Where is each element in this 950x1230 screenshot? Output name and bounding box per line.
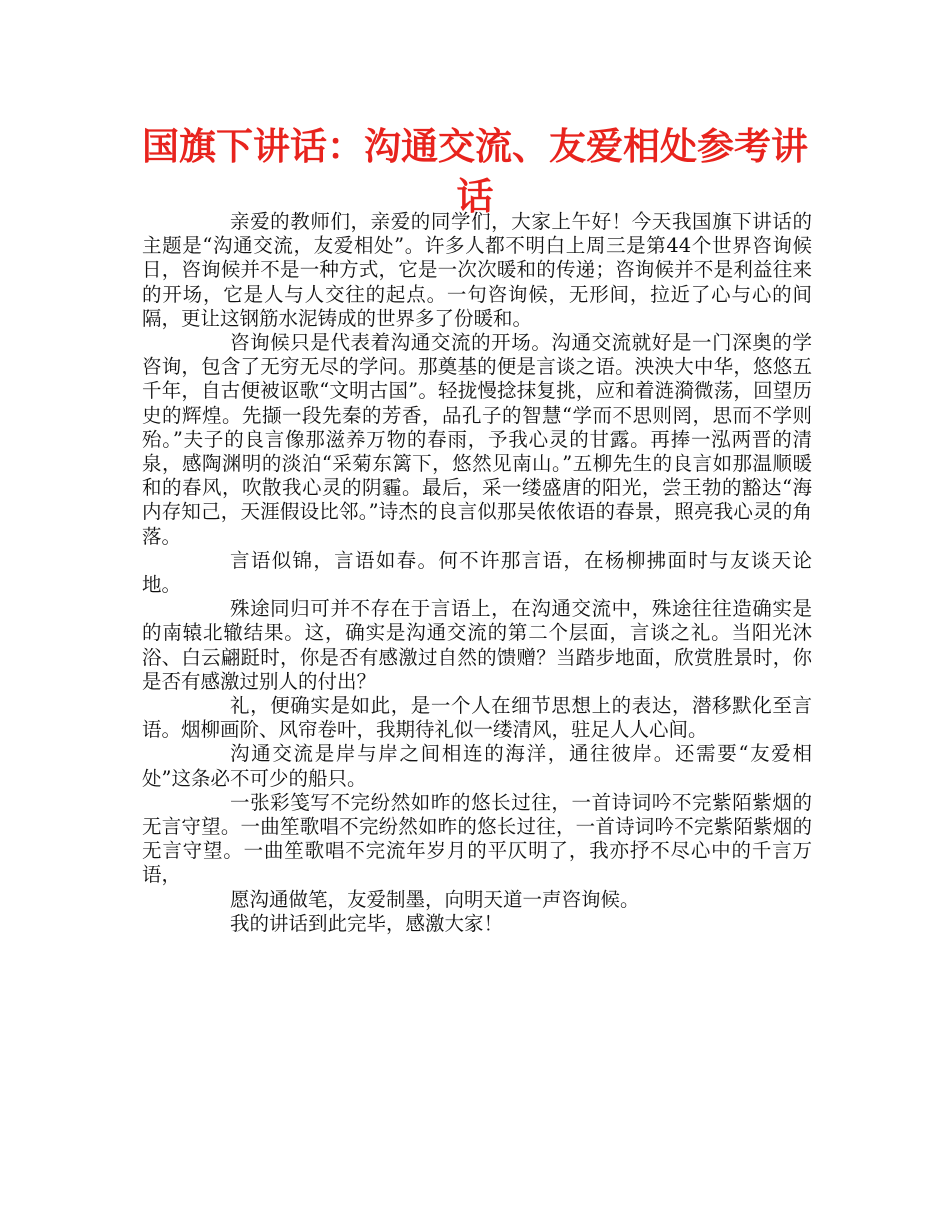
paragraph-greeting: 亲爱的教师们，亲爱的同学们，大家上午好！今天我国旗下讲话的主题是“沟通交流，友爱相处”。许多人都不明白上周三是第44个世界咨询候日，咨询候并不是一种方式，它是一次次暖和的传递；咨询候并不是利益往来的开场，它是人与人交往的起点。一句咨询候，无形间，拉近了心与心的间隔，更让这钢筋水泥铸成的世界多了份暖和。	[142, 210, 812, 330]
paragraph-closing: 我的讲话到此完毕，感激大家！	[230, 911, 504, 935]
page-title: 国旗下讲话：沟通交流、友爱相处参考讲话	[142, 125, 808, 218]
paragraph-wish: 愿沟通做笔，友爱制墨，向明天道一声咨询候。	[230, 887, 640, 911]
paragraph-courtesy: 殊途同归可并不存在于言语上，在沟通交流中，殊途往往造确实是的南辕北辙结果。这，确实是沟通交流的第二个层面，言谈之礼。当阳光沐浴、白云翩跹时，你是否有感激过自然的馈赠？当踏步地面，欣赏胜景时，你是否有感激过别人的付出？	[142, 597, 812, 693]
document-body	[142, 210, 812, 936]
paragraph-etiquette: 礼，便确实是如此，是一个人在细节思想上的表达，潜移默化至言语。烟柳画阶、风帘卷叶，我期待礼似一缕清风，驻足人人心间。	[142, 694, 812, 742]
paragraph-ocean: 沟通交流是岸与岸之间相连的海洋，通往彼岸。还需要“友爱相处”这条必不可少的船只。	[142, 742, 812, 790]
paragraph-poem: 一张彩笺写不完纷然如昨的悠长过往，一首诗词吟不完紫陌紫烟的无言守望。一曲笙歌唱不完纷然如昨的悠长过往，一首诗词吟不完紫陌紫烟的无言守望。一曲笙歌唱不完流年岁月的平仄明了，我亦抒不尽心中的千言万语，	[142, 790, 812, 887]
paragraph-communication-start: 咨询候只是代表着沟通交流的开场。沟通交流就好是一门深奥的学咨询，包含了无穷无尽的学问。那奠基的便是言谈之语。泱泱大中华，悠悠五千年，自古便被讴歌“文明古国”。轻拢慢捻抹复挑，应和着涟漪微荡，回望历史的辉煌。先撷一段先秦的芳香，品孔子的智慧“学而不思则罔，思而不学则殆。”夫子的良言像那滋养万物的春雨，予我心灵的甘露。再捧一泓两晋的清泉，感陶渊明的淡泊“采菊东篱下，悠然见南山。”五柳先生的良言如那温顺暖和的春风，吹散我心灵的阴霾。最后，采一缕盛唐的阳光，尝王勃的豁达“海内存知己，天涯假设比邻。”诗杰的良言似那吴侬侬语的春景，照亮我心灵的角落。	[142, 331, 812, 548]
paragraph-words-like-spring: 言语似锦，言语如春。何不许那言语，在杨柳拂面时与友谈天论地。	[142, 548, 812, 597]
